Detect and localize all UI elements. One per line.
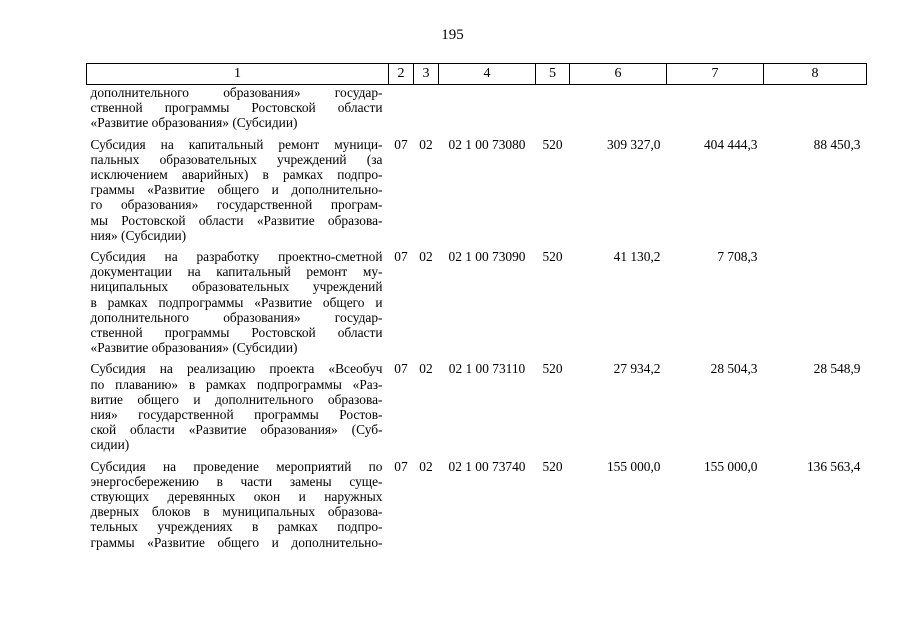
amount-col-6: 41 130,2 — [613, 249, 661, 265]
description-line: витие общего и дополнительного образова- — [90, 391, 383, 407]
amount-col-8: 88 450,3 — [813, 136, 861, 152]
section-code — [389, 85, 414, 137]
column-header-5: 5 — [536, 64, 570, 85]
column-header-8: 8 — [764, 64, 867, 85]
amount-col-8: 28 548,9 — [813, 361, 861, 377]
amount-col-6 — [570, 85, 667, 137]
description-line: Субсидия на реализацию проекта «Всеобуч — [90, 361, 383, 377]
subsection-code — [414, 85, 439, 137]
amount-col-8 — [764, 85, 867, 137]
amount-col-6: 309 327,0 — [606, 136, 661, 152]
description-line: ниципальных образовательных учреждений — [90, 279, 383, 295]
description-line: исключением аварийных) в рамках подпро- — [90, 167, 383, 183]
row-description — [87, 361, 389, 458]
row-description — [87, 249, 389, 361]
description-line: сидии) — [90, 437, 130, 453]
description-line: дверных блоков в муниципальных образова- — [90, 504, 383, 520]
column-number-header-row — [87, 64, 867, 85]
column-header-2: 2 — [389, 64, 414, 85]
description-line: го образования» государственной програм- — [90, 197, 383, 213]
table-row — [87, 249, 867, 361]
amount-col-7 — [667, 85, 764, 137]
description-line: энергосбережению в части замены суще- — [90, 473, 383, 489]
description-line: ственной программы Ростовской области — [90, 325, 383, 341]
subsection-code: 02 — [419, 249, 433, 265]
row-description — [87, 459, 389, 556]
section-code: 07 — [394, 361, 408, 377]
subsection-code: 02 — [419, 458, 433, 474]
budget-table — [86, 63, 867, 556]
column-header-1: 1 — [87, 64, 389, 85]
description-line: в рамках подпрограммы «Развитие общего и — [90, 294, 383, 310]
expense-type-code: 520 — [542, 458, 563, 474]
description-line: граммы «Развитие общего и дополнительно- — [90, 534, 383, 550]
description-line: ния» государственной программы Ростов- — [90, 407, 383, 423]
expense-type-code: 520 — [542, 136, 563, 152]
amount-col-7: 28 504,3 — [710, 361, 758, 377]
description-line: мы Ростовской области «Развитие образова- — [90, 212, 383, 228]
amount-col-7: 7 708,3 — [717, 249, 758, 265]
amount-col-6: 27 934,2 — [613, 361, 661, 377]
row-description — [87, 137, 389, 249]
description-line: дополнительного образования» государ- — [90, 85, 383, 100]
column-header-6: 6 — [570, 64, 667, 85]
description-line: Субсидия на разработку проектно-сметной — [90, 249, 383, 265]
description-line: «Развитие образования» (Субсидии) — [90, 115, 298, 131]
amount-col-7: 155 000,0 — [703, 458, 758, 474]
column-header-3: 3 — [414, 64, 439, 85]
description-line: граммы «Развитие общего и дополнительно- — [90, 182, 383, 198]
expense-type-code — [536, 85, 570, 137]
table-row — [87, 137, 867, 249]
description-line: ствующих деревянных окон и наружных — [90, 489, 383, 505]
amount-col-7: 404 444,3 — [703, 136, 758, 152]
target-article-code: 02 1 00 73740 — [448, 458, 526, 474]
description-line: Субсидия на проведение мероприятий по — [90, 458, 383, 474]
amount-col-8 — [764, 249, 867, 361]
subsection-code: 02 — [419, 136, 433, 152]
table-row — [87, 361, 867, 458]
description-line: пальных образовательных учреждений (за — [90, 151, 383, 167]
target-article-code: 02 1 00 73090 — [448, 249, 526, 265]
description-line: Субсидия на капитальный ремонт муници- — [90, 136, 383, 152]
description-line: документации на капитальный ремонт му- — [90, 264, 383, 280]
row-description — [87, 85, 389, 137]
description-line: тельных учреждениях в рамках подпро- — [90, 519, 383, 535]
target-article-code: 02 1 00 73080 — [448, 136, 526, 152]
section-code: 07 — [394, 458, 408, 474]
section-code: 07 — [394, 249, 408, 265]
description-line: ственной программы Ростовской области — [90, 100, 383, 116]
description-line: дополнительного образования» государ- — [90, 309, 383, 325]
subsection-code: 02 — [419, 361, 433, 377]
expense-type-code: 520 — [542, 249, 563, 265]
table-row — [87, 85, 867, 137]
table-row — [87, 459, 867, 556]
expense-type-code: 520 — [542, 361, 563, 377]
description-line: «Развитие образования» (Субсидии) — [90, 340, 298, 356]
amount-col-8: 136 563,4 — [806, 458, 861, 474]
amount-col-6: 155 000,0 — [606, 458, 661, 474]
description-line: ния» (Субсидии) — [90, 227, 187, 243]
description-line: по плаванию» в рамках подпрограммы «Раз- — [90, 376, 383, 392]
column-header-7: 7 — [667, 64, 764, 85]
description-line: ской области «Развитие образования» (Суб- — [90, 422, 383, 438]
section-code: 07 — [394, 136, 408, 152]
page-number: 195 — [441, 27, 464, 43]
target-article-code: 02 1 00 73110 — [448, 361, 526, 377]
column-header-4: 4 — [439, 64, 536, 85]
target-article-code — [439, 85, 536, 137]
